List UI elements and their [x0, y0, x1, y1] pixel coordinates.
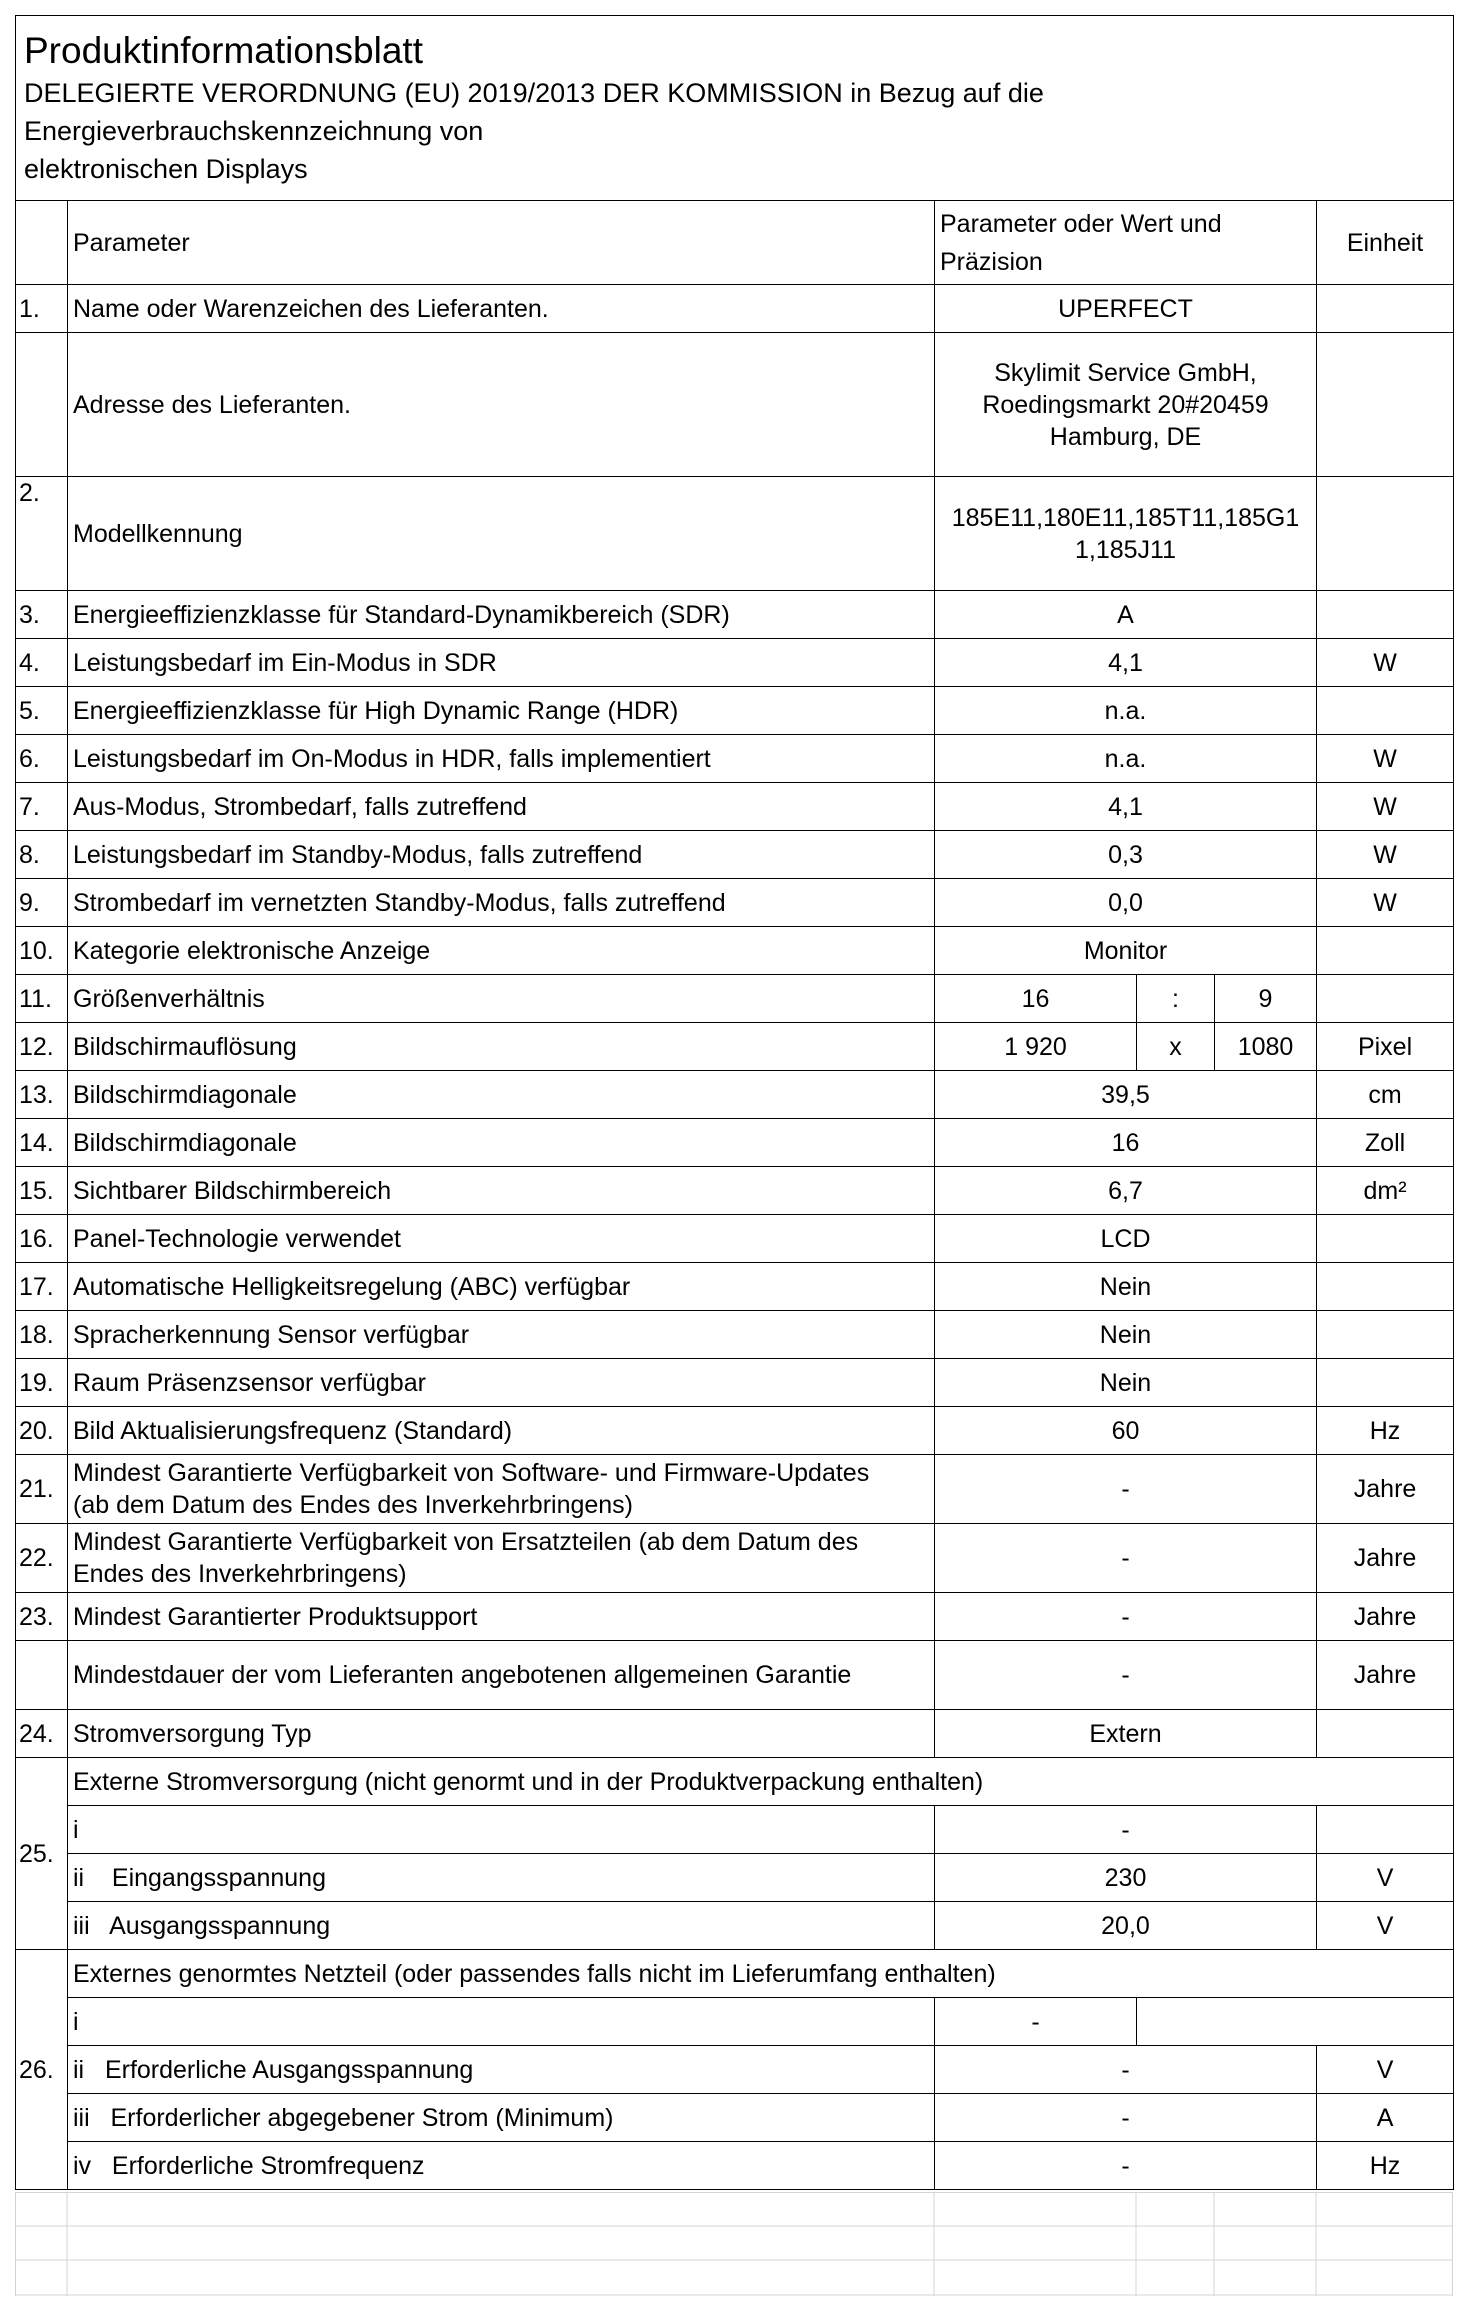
row-parameter — [68, 1455, 935, 1524]
row-value: 0,0 — [935, 879, 1317, 927]
row-parameter: Größenverhältnis — [68, 975, 935, 1023]
row-number — [16, 1641, 68, 1710]
row-parameter: Bild Aktualisierungsfrequenz (Standard) — [68, 1407, 935, 1455]
row-unit: Hz — [1317, 1407, 1454, 1455]
row-number: 1. — [16, 285, 68, 333]
sub-parameter: iv Erforderliche Stromfrequenz — [68, 2142, 935, 2190]
regulation-line-1: DELEGIERTE VERORDNUNG (EU) 2019/2013 DER KOMMISSION in Bezug auf die — [24, 78, 1044, 108]
row-empty — [1137, 1998, 1454, 2046]
row-number: 13. — [16, 1071, 68, 1119]
row-value: Nein — [935, 1359, 1317, 1407]
row-parameter-line-2: (ab dem Datum des Endes des Inverkehrbringens) — [73, 1491, 634, 1519]
row-parameter: Panel-Technologie verwendet — [68, 1215, 935, 1263]
row-parameter: Modellkennung — [68, 477, 935, 591]
row-unit: Jahre — [1317, 1455, 1454, 1524]
row-unit — [1317, 975, 1454, 1023]
row-unit: V — [1317, 1854, 1454, 1902]
table-row — [16, 639, 1454, 687]
row-number: 20. — [16, 1407, 68, 1455]
table-row — [16, 687, 1454, 735]
header-parameter: Parameter — [68, 201, 935, 285]
row-unit — [1317, 1359, 1454, 1407]
table-row — [16, 1593, 1454, 1641]
row-parameter: Energieeffizienzklasse für Standard-Dynamikbereich (SDR) — [68, 591, 935, 639]
row-value: - — [935, 2094, 1317, 2142]
row-unit — [1317, 1710, 1454, 1758]
row-number: 17. — [16, 1263, 68, 1311]
table-row — [16, 1311, 1454, 1359]
row-unit — [1317, 1806, 1454, 1854]
row-value: 39,5 — [935, 1071, 1317, 1119]
row-unit — [1317, 1311, 1454, 1359]
row-value: n.a. — [935, 687, 1317, 735]
row-number: 7. — [16, 783, 68, 831]
row-parameter: Aus-Modus, Strombedarf, falls zutreffend — [68, 783, 935, 831]
address-line-1: Skylimit Service GmbH, — [994, 358, 1257, 387]
section-heading: Externes genormtes Netzteil (oder passendes falls nicht im Lieferumfang enthalten) — [68, 1950, 1454, 1998]
table-row — [16, 1854, 1454, 1902]
row-value: Monitor — [935, 927, 1317, 975]
row-value — [935, 477, 1317, 591]
row-parameter: Leistungsbedarf im On-Modus in HDR, falls implementiert — [68, 735, 935, 783]
row-unit: W — [1317, 639, 1454, 687]
table-row — [16, 1641, 1454, 1710]
table-row — [16, 1710, 1454, 1758]
table-row — [16, 2046, 1454, 2094]
row-unit: Jahre — [1317, 1524, 1454, 1593]
row-parameter-line-1: Mindest Garantierte Verfügbarkeit von Ersatzteilen (ab dem Datum des — [73, 1528, 859, 1556]
row-value: - — [935, 1641, 1317, 1710]
row-parameter: Mindestdauer der vom Lieferanten angebotenen allgemeinen Garantie — [68, 1641, 935, 1710]
row-number: 19. — [16, 1359, 68, 1407]
table-row — [16, 1119, 1454, 1167]
table-row — [16, 2094, 1454, 2142]
row-value: 20,0 — [935, 1902, 1317, 1950]
sub-parameter: ii Erforderliche Ausgangsspannung — [68, 2046, 935, 2094]
row-value: - — [935, 1455, 1317, 1524]
row-parameter: Sichtbarer Bildschirmbereich — [68, 1167, 935, 1215]
row-number: 16. — [16, 1215, 68, 1263]
row-value: - — [935, 1593, 1317, 1641]
row-value: - — [935, 2046, 1317, 2094]
model-line-1: 185E11,180E11,185T11,185G1 — [951, 503, 1300, 532]
row-unit — [1317, 1215, 1454, 1263]
table-row — [16, 975, 1454, 1023]
sub-parameter: ii Eingangsspannung — [68, 1854, 935, 1902]
table-row — [16, 1263, 1454, 1311]
row-parameter: Name oder Warenzeichen des Lieferanten. — [68, 285, 935, 333]
row-unit — [1317, 1263, 1454, 1311]
row-unit: Jahre — [1317, 1593, 1454, 1641]
row-value: LCD — [935, 1215, 1317, 1263]
row-value: A — [935, 591, 1317, 639]
resolution-width: 1 920 — [935, 1023, 1137, 1071]
row-value: - — [935, 2142, 1317, 2190]
row-number: 5. — [16, 687, 68, 735]
sub-parameter: iii Ausgangsspannung — [68, 1902, 935, 1950]
row-parameter: Automatische Helligkeitsregelung (ABC) verfügbar — [68, 1263, 935, 1311]
row-unit: V — [1317, 1902, 1454, 1950]
table-row — [16, 1071, 1454, 1119]
row-unit: Pixel — [1317, 1023, 1454, 1071]
column-header-row — [16, 201, 1454, 285]
row-parameter: Energieeffizienzklasse für High Dynamic Range (HDR) — [68, 687, 935, 735]
row-number: 23. — [16, 1593, 68, 1641]
row-value: Nein — [935, 1311, 1317, 1359]
row-unit: Hz — [1317, 2142, 1454, 2190]
header-value-line-1: Parameter oder Wert und — [940, 209, 1222, 238]
table-row — [16, 1023, 1454, 1071]
row-unit — [1317, 333, 1454, 477]
row-number: 12. — [16, 1023, 68, 1071]
row-value: 16 — [935, 1119, 1317, 1167]
header-unit: Einheit — [1317, 201, 1454, 285]
row-value: Extern — [935, 1710, 1317, 1758]
row-parameter: Adresse des Lieferanten. — [68, 333, 935, 477]
row-number: 8. — [16, 831, 68, 879]
regulation-line-3: elektronischen Displays — [24, 154, 308, 184]
section-25-heading-row — [16, 1758, 1454, 1806]
row-number: 9. — [16, 879, 68, 927]
row-value: 4,1 — [935, 783, 1317, 831]
row-unit — [1317, 591, 1454, 639]
row-unit: W — [1317, 735, 1454, 783]
row-value: 230 — [935, 1854, 1317, 1902]
resolution-separator: x — [1137, 1023, 1215, 1071]
row-number: 15. — [16, 1167, 68, 1215]
regulation-line-2: Energieverbrauchskennzeichnung von — [24, 116, 484, 146]
row-unit: W — [1317, 879, 1454, 927]
table-row — [16, 1998, 1454, 2046]
row-parameter: Leistungsbedarf im Standby-Modus, falls zutreffend — [68, 831, 935, 879]
table-row — [16, 1167, 1454, 1215]
table-row — [16, 2142, 1454, 2190]
row-unit — [1317, 927, 1454, 975]
aspect-width: 16 — [935, 975, 1137, 1023]
table-row — [16, 1407, 1454, 1455]
table-row — [16, 783, 1454, 831]
row-parameter: Bildschirmdiagonale — [68, 1119, 935, 1167]
row-unit: W — [1317, 783, 1454, 831]
row-number: 3. — [16, 591, 68, 639]
address-line-2: Roedingsmarkt 20#20459 — [982, 390, 1269, 419]
row-number: 26. — [16, 1950, 68, 2190]
row-parameter: Kategorie elektronische Anzeige — [68, 927, 935, 975]
row-value: UPERFECT — [935, 285, 1317, 333]
row-value — [935, 333, 1317, 477]
address-line-3: Hamburg, DE — [1049, 422, 1202, 451]
row-parameter: Raum Präsenzsensor verfügbar — [68, 1359, 935, 1407]
row-number: 25. — [16, 1758, 68, 1950]
row-value: n.a. — [935, 735, 1317, 783]
row-parameter: Stromversorgung Typ — [68, 1710, 935, 1758]
row-number: 10. — [16, 927, 68, 975]
row-unit — [1317, 687, 1454, 735]
row-number — [16, 333, 68, 477]
row-number: 22. — [16, 1524, 68, 1593]
title-block — [16, 16, 1454, 201]
header-value — [935, 201, 1317, 285]
table-row — [16, 477, 1454, 591]
table-row — [16, 831, 1454, 879]
table-row — [16, 735, 1454, 783]
row-unit: dm² — [1317, 1167, 1454, 1215]
aspect-separator: : — [1137, 975, 1215, 1023]
row-unit: cm — [1317, 1071, 1454, 1119]
page-title: Produktinformationsblatt — [24, 30, 423, 71]
row-parameter: Leistungsbedarf im Ein-Modus in SDR — [68, 639, 935, 687]
row-number: 24. — [16, 1710, 68, 1758]
row-value: 4,1 — [935, 639, 1317, 687]
table-row — [16, 879, 1454, 927]
aspect-height: 9 — [1215, 975, 1317, 1023]
row-parameter: Bildschirmauflösung — [68, 1023, 935, 1071]
row-unit: W — [1317, 831, 1454, 879]
resolution-height: 1080 — [1215, 1023, 1317, 1071]
row-parameter: Bildschirmdiagonale — [68, 1071, 935, 1119]
row-number: 6. — [16, 735, 68, 783]
row-number: 2. — [16, 477, 68, 591]
row-parameter: Spracherkennung Sensor verfügbar — [68, 1311, 935, 1359]
row-number: 11. — [16, 975, 68, 1023]
row-unit: A — [1317, 2094, 1454, 2142]
row-unit: Zoll — [1317, 1119, 1454, 1167]
row-parameter: Mindest Garantierter Produktsupport — [68, 1593, 935, 1641]
table-row — [16, 1902, 1454, 1950]
row-value: Nein — [935, 1263, 1317, 1311]
sub-parameter: i — [68, 1998, 935, 2046]
section-heading: Externe Stromversorgung (nicht genormt und in der Produktverpackung enthalten) — [68, 1758, 1454, 1806]
row-value: 60 — [935, 1407, 1317, 1455]
product-information-table — [15, 15, 1454, 2190]
table-row — [16, 1455, 1454, 1524]
table-row — [16, 1215, 1454, 1263]
row-value: 6,7 — [935, 1167, 1317, 1215]
header-number-cell — [16, 201, 68, 285]
row-parameter — [68, 1524, 935, 1593]
table-row — [16, 1524, 1454, 1593]
table-row — [16, 591, 1454, 639]
row-parameter: Strombedarf im vernetzten Standby-Modus, falls zutreffend — [68, 879, 935, 927]
spreadsheet-gridlines — [15, 2192, 1453, 2296]
row-parameter-line-2: Endes des Inverkehrbringens) — [73, 1560, 407, 1588]
model-line-2: 1,185J11 — [1074, 535, 1176, 564]
row-number: 14. — [16, 1119, 68, 1167]
row-number: 18. — [16, 1311, 68, 1359]
sub-parameter: i — [68, 1806, 935, 1854]
header-value-line-2: Präzision — [940, 247, 1043, 276]
row-number: 4. — [16, 639, 68, 687]
row-value: 0,3 — [935, 831, 1317, 879]
table-row — [16, 927, 1454, 975]
row-unit — [1317, 477, 1454, 591]
table-row — [16, 1359, 1454, 1407]
row-unit — [1317, 285, 1454, 333]
row-parameter-line-1: Mindest Garantierte Verfügbarkeit von Software- und Firmware-Updates — [73, 1459, 870, 1487]
table-row — [16, 285, 1454, 333]
row-value: - — [935, 1524, 1317, 1593]
sub-parameter: iii Erforderlicher abgegebener Strom (Minimum) — [68, 2094, 935, 2142]
table-row — [16, 1806, 1454, 1854]
row-unit: V — [1317, 2046, 1454, 2094]
row-unit: Jahre — [1317, 1641, 1454, 1710]
row-value: - — [935, 1998, 1137, 2046]
row-number: 21. — [16, 1455, 68, 1524]
section-26-heading-row — [16, 1950, 1454, 1998]
row-value: - — [935, 1806, 1317, 1854]
table-row — [16, 333, 1454, 477]
